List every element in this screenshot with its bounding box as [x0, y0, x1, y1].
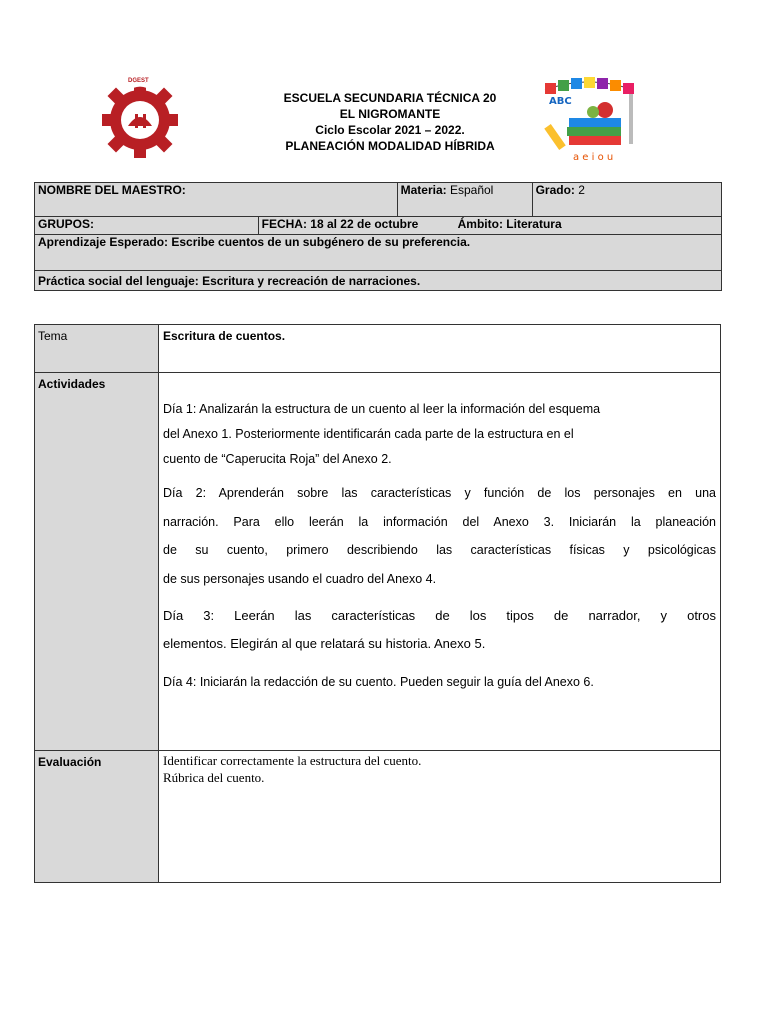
day2-line: de su cuento, primero describiendo las características físicas y psicológicas [163, 543, 716, 557]
date-label: FECHA: 18 al 22 de octubre [261, 217, 419, 231]
day3-activity [163, 602, 716, 658]
day4-activity [163, 672, 716, 692]
social-practice-cell [35, 271, 722, 291]
day3-line: elementos. Elegirán al que relatará su historia. Anexo 5. [163, 636, 486, 651]
evaluation-item: Identificar correctamente la estructura del cuento. [163, 753, 422, 768]
day2-line: Día 2: Aprenderán sobre las características y función de los personajes en una [163, 486, 716, 500]
date-ambit-cell [258, 217, 721, 235]
dgest-label: DGEST [128, 78, 149, 84]
day1-activity [163, 397, 716, 472]
school-name: ESCUELA SECUNDARIA TÉCNICA 20 [283, 91, 497, 105]
expected-learning: Aprendizaje Esperado: Escribe cuentos de un subgénero de su preferencia. [38, 235, 471, 249]
activities-label: Actividades [38, 377, 106, 391]
subject-cell [397, 183, 532, 217]
subject-value: Español [446, 183, 494, 197]
topic-label-cell [35, 325, 159, 373]
evaluation-label-cell [35, 751, 159, 883]
school-subtitle: EL NIGROMANTE [339, 107, 441, 121]
svg-text:a e i o u: a e i o u [573, 152, 614, 163]
topic-value: Escritura de cuentos. [163, 329, 286, 343]
topic-value-cell [159, 325, 721, 373]
svg-text:ABC: ABC [549, 96, 572, 107]
day3-line: Día 3: Leerán las características de los tipos de narrador, y otros [163, 608, 716, 623]
teacher-name-cell [35, 183, 398, 217]
evaluation-item: Rúbrica del cuento. [163, 770, 265, 785]
ambit-label: Ámbito: Literatura [457, 217, 562, 231]
activities-cell [159, 373, 721, 751]
grade-value: 2 [574, 183, 585, 197]
day4-line: Día 4: Iniciarán la redacción de su cuento. Pueden seguir la guía del Anexo 6. [163, 675, 594, 689]
lesson-plan-table [34, 324, 721, 883]
day1-line: cuento de “Caperucita Roja” del Anexo 2. [163, 452, 392, 466]
day2-line: narración. Para ello leerán la información del Anexo 3. Iniciarán la planeación [163, 514, 716, 529]
day1-line: Día 1: Analizarán la estructura de un cuento al leer la información del esquema [163, 402, 601, 416]
groups-label: GRUPOS: [38, 217, 95, 231]
evaluation-label: Evaluación [38, 755, 102, 769]
day2-line: de sus personajes usando el cuadro del Anexo 4. [163, 571, 437, 586]
grade-cell [532, 183, 721, 217]
activities-label-cell [35, 373, 159, 751]
evaluation-cell [159, 751, 721, 883]
planning-title: PLANEACIÓN MODALIDAD HÍBRIDA [285, 139, 495, 153]
groups-cell [35, 217, 259, 235]
topic-label: Tema [38, 329, 68, 343]
day2-activity [163, 479, 716, 593]
expected-learning-cell [35, 235, 722, 271]
document-header [180, 90, 600, 154]
grade-label: Grado: [535, 183, 575, 197]
subject-label: Materia: [400, 183, 447, 197]
teacher-info-table [34, 182, 722, 291]
day1-line: del Anexo 1. Posteriormente identificarán cada parte de la estructura en el [163, 427, 574, 441]
school-cycle: Ciclo Escolar 2021 – 2022. [315, 123, 465, 137]
school-logo [95, 72, 185, 164]
teacher-name-label: NOMBRE DEL MAESTRO: [38, 183, 186, 197]
social-practice: Práctica social del lenguaje: Escritura y recreación de narraciones. [38, 273, 421, 288]
